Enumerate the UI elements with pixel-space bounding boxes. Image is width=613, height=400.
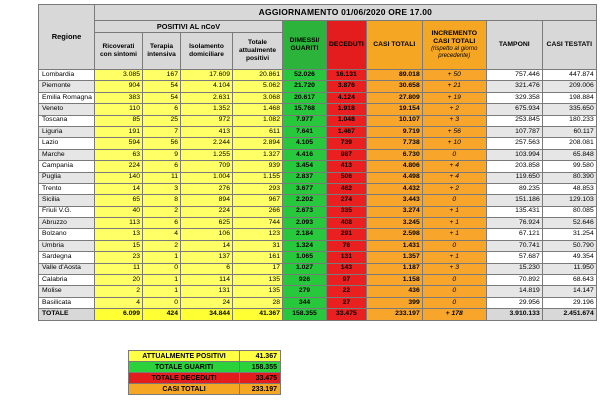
cell-tamponi: 321.476: [486, 81, 542, 92]
cell-incremento: + 1: [422, 206, 486, 217]
cell-testati: 50.790: [542, 240, 596, 251]
header-incremento-label: INCREMENTO CASI TOTALI: [431, 30, 478, 46]
cell-isolamento: 972: [181, 115, 233, 126]
summary-label: TOTALE GUARITI: [129, 362, 240, 373]
header-casi-totali: CASI TOTALI: [366, 21, 422, 70]
cell-totale: 967: [233, 195, 283, 206]
cell-deceduti: 143: [327, 263, 367, 274]
cell-isolamento: 1.352: [181, 104, 233, 115]
header-ricoverati: Ricoverati con sintomi: [95, 33, 143, 70]
cell-tamponi: 757.446: [486, 70, 542, 81]
cell-isolamento: 24: [181, 297, 233, 308]
cell-deceduti: 274: [327, 195, 367, 206]
cell-tamponi: 29.956: [486, 297, 542, 308]
cell-regione: Veneto: [39, 104, 95, 115]
table-row: [39, 229, 597, 240]
header-incremento-note: (rispetto al giorno precedente): [431, 45, 478, 59]
cell-ricoverati: 191: [95, 126, 143, 137]
cell-regione: Piemonte: [39, 81, 95, 92]
total-ricoverati: 6.099: [95, 309, 143, 321]
cell-testati: 68.643: [542, 275, 596, 286]
cell-dimessi: 4.416: [283, 149, 327, 160]
cell-regione: Lazio: [39, 138, 95, 149]
cell-deceduti: 1.918: [327, 104, 367, 115]
cell-terapia: 6: [143, 161, 181, 172]
cell-testati: 31.254: [542, 229, 596, 240]
header-terapia: Terapia intensiva: [143, 33, 181, 70]
cell-ricoverati: 140: [95, 172, 143, 183]
cell-testati: 208.081: [542, 138, 596, 149]
cell-deceduti: 22: [327, 286, 367, 297]
cell-casi: 6.730: [366, 149, 422, 160]
cell-incremento: + 56: [422, 126, 486, 137]
cell-isolamento: 413: [181, 126, 233, 137]
cell-isolamento: 6: [181, 263, 233, 274]
cell-dimessi: 1.324: [283, 240, 327, 251]
cell-dimessi: 2.837: [283, 172, 327, 183]
header-dimessi: DIMESSI/ GUARITI: [283, 21, 327, 70]
cell-deceduti: 413: [327, 161, 367, 172]
cell-casi: 10.107: [366, 115, 422, 126]
cell-isolamento: 4.104: [181, 81, 233, 92]
header-isolamento: Isolamento domiciliare: [181, 33, 233, 70]
cell-regione: Toscana: [39, 115, 95, 126]
cell-terapia: 54: [143, 81, 181, 92]
table-row: [39, 286, 597, 297]
table-row: [39, 161, 597, 172]
cell-terapia: 167: [143, 70, 181, 81]
cell-dimessi: 926: [283, 275, 327, 286]
cell-ricoverati: 383: [95, 92, 143, 103]
cell-tamponi: 57.687: [486, 252, 542, 263]
cell-regione: Puglia: [39, 172, 95, 183]
cell-isolamento: 114: [181, 275, 233, 286]
covid-report: [38, 4, 604, 393]
cell-totale: 5.062: [233, 81, 283, 92]
cell-regione: Trento: [39, 183, 95, 194]
total-incremento: + 178: [422, 309, 486, 321]
cell-totale: 2.894: [233, 138, 283, 149]
cell-deceduti: 76: [327, 240, 367, 251]
cell-casi: 4.432: [366, 183, 422, 194]
cell-testati: 198.884: [542, 92, 596, 103]
cell-regione: Marche: [39, 149, 95, 160]
table-row: [39, 195, 597, 206]
summary-value: 233.197: [240, 384, 281, 395]
cell-casi: 4.498: [366, 172, 422, 183]
table-row: [39, 126, 597, 137]
cell-incremento: + 1: [422, 229, 486, 240]
cell-deceduti: 16.131: [327, 70, 367, 81]
cell-regione: Sardegna: [39, 252, 95, 263]
cell-regione: Sicilia: [39, 195, 95, 206]
cell-incremento: + 21: [422, 81, 486, 92]
total-regione: TOTALE: [39, 309, 95, 321]
cell-tamponi: 135.431: [486, 206, 542, 217]
cell-isolamento: 106: [181, 229, 233, 240]
cell-isolamento: 625: [181, 218, 233, 229]
cell-totale: 939: [233, 161, 283, 172]
cell-ricoverati: 224: [95, 161, 143, 172]
cell-dimessi: 7.977: [283, 115, 327, 126]
cell-isolamento: 224: [181, 206, 233, 217]
cell-totale: 135: [233, 275, 283, 286]
cell-incremento: + 19: [422, 92, 486, 103]
cell-incremento: + 1: [422, 218, 486, 229]
cell-ricoverati: 65: [95, 195, 143, 206]
cell-tamponi: 675.934: [486, 104, 542, 115]
table-row: [39, 104, 597, 115]
cell-dimessi: 20.617: [283, 92, 327, 103]
total-testati: 2.451.674: [542, 309, 596, 321]
table-row: [39, 138, 597, 149]
total-dimessi: 158.355: [283, 309, 327, 321]
total-deceduti: 33.475: [327, 309, 367, 321]
cell-isolamento: 17.609: [181, 70, 233, 81]
cell-incremento: 0: [422, 240, 486, 251]
cell-isolamento: 2.244: [181, 138, 233, 149]
cell-totale: 20.861: [233, 70, 283, 81]
cell-casi: 19.154: [366, 104, 422, 115]
cell-tamponi: 151.186: [486, 195, 542, 206]
cell-totale: 3.068: [233, 92, 283, 103]
cell-testati: 99.580: [542, 161, 596, 172]
cell-ricoverati: 904: [95, 81, 143, 92]
cell-ricoverati: 14: [95, 183, 143, 194]
cell-testati: 60.117: [542, 126, 596, 137]
cell-dimessi: 1.027: [283, 263, 327, 274]
cell-casi: 3.245: [366, 218, 422, 229]
cell-casi: 1.431: [366, 240, 422, 251]
header-deceduti: DECEDUTI: [327, 21, 367, 70]
cell-casi: 89.018: [366, 70, 422, 81]
cell-tamponi: 67.121: [486, 229, 542, 240]
cell-isolamento: 894: [181, 195, 233, 206]
cell-deceduti: 131: [327, 252, 367, 263]
header-tamponi: TAMPONI: [486, 21, 542, 70]
cell-deceduti: 462: [327, 183, 367, 194]
cell-ricoverati: 594: [95, 138, 143, 149]
cell-ricoverati: 4: [95, 297, 143, 308]
table-row: [39, 206, 597, 217]
table-row: [39, 172, 597, 183]
cell-casi: 1.187: [366, 263, 422, 274]
cell-casi: 30.658: [366, 81, 422, 92]
cell-dimessi: 2.202: [283, 195, 327, 206]
cell-totale: 293: [233, 183, 283, 194]
cell-dimessi: 2.184: [283, 229, 327, 240]
cell-testati: 180.233: [542, 115, 596, 126]
cell-testati: 14.147: [542, 286, 596, 297]
cell-terapia: 1: [143, 286, 181, 297]
cell-deceduti: 97: [327, 275, 367, 286]
table-row: [39, 297, 597, 308]
cell-dimessi: 3.677: [283, 183, 327, 194]
total-tamponi: 3.910.133: [486, 309, 542, 321]
cell-totale: 123: [233, 229, 283, 240]
cell-totale: 28: [233, 297, 283, 308]
cell-regione: Calabria: [39, 275, 95, 286]
table-row: [39, 240, 597, 251]
cell-deceduti: 27: [327, 297, 367, 308]
cell-terapia: 9: [143, 149, 181, 160]
header-incremento: [422, 21, 486, 70]
cell-terapia: 6: [143, 104, 181, 115]
cell-incremento: 0: [422, 275, 486, 286]
cell-deceduti: 1.048: [327, 115, 367, 126]
cell-deceduti: 291: [327, 229, 367, 240]
cell-regione: Emilia Romagna: [39, 92, 95, 103]
table-row: [39, 275, 597, 286]
cell-tamponi: 257.563: [486, 138, 542, 149]
cell-ricoverati: 13: [95, 229, 143, 240]
cell-totale: 161: [233, 252, 283, 263]
cell-testati: 29.196: [542, 297, 596, 308]
header-casi-testati: CASI TESTATI: [542, 21, 596, 70]
cell-totale: 744: [233, 218, 283, 229]
cell-regione: Abruzzo: [39, 218, 95, 229]
cell-incremento: + 1: [422, 252, 486, 263]
table-row: [39, 183, 597, 194]
summary-label: TOTALE DECEDUTI: [129, 373, 240, 384]
cell-dimessi: 1.065: [283, 252, 327, 263]
cell-ricoverati: 11: [95, 263, 143, 274]
cell-incremento: + 2: [422, 183, 486, 194]
cell-isolamento: 2.631: [181, 92, 233, 103]
cell-incremento: 0: [422, 195, 486, 206]
cell-incremento: 0: [422, 149, 486, 160]
cell-ricoverati: 23: [95, 252, 143, 263]
cell-tamponi: 253.845: [486, 115, 542, 126]
cell-tamponi: 119.650: [486, 172, 542, 183]
cell-incremento: + 2: [422, 104, 486, 115]
cell-isolamento: 131: [181, 286, 233, 297]
cell-tamponi: 329.358: [486, 92, 542, 103]
cell-incremento: + 10: [422, 138, 486, 149]
summary-table: [128, 350, 281, 395]
table-row: [39, 92, 597, 103]
cell-totale: 1.155: [233, 172, 283, 183]
cell-casi: 399: [366, 297, 422, 308]
cell-terapia: 11: [143, 172, 181, 183]
table-row: [39, 81, 597, 92]
summary-value: 33.475: [240, 373, 281, 384]
cell-dimessi: 2.673: [283, 206, 327, 217]
header-positivi-group: POSITIVI AL nCoV: [95, 21, 283, 33]
cell-incremento: 0: [422, 286, 486, 297]
cell-regione: Bolzano: [39, 229, 95, 240]
cell-ricoverati: 2: [95, 286, 143, 297]
cell-terapia: 0: [143, 297, 181, 308]
cell-ricoverati: 15: [95, 240, 143, 251]
summary-row: [129, 351, 281, 362]
cell-casi: 2.598: [366, 229, 422, 240]
cell-ricoverati: 110: [95, 104, 143, 115]
cell-casi: 3.443: [366, 195, 422, 206]
table-row: [39, 149, 597, 160]
cell-tamponi: 76.924: [486, 218, 542, 229]
header-totale-positivi: Totale attualmente positivi: [233, 33, 283, 70]
cell-regione: Lombardia: [39, 70, 95, 81]
regional-data-table: [38, 4, 597, 321]
cell-terapia: 6: [143, 218, 181, 229]
cell-terapia: 2: [143, 240, 181, 251]
cell-totale: 1.082: [233, 115, 283, 126]
summary-value: 41.367: [240, 351, 281, 362]
cell-terapia: 1: [143, 252, 181, 263]
cell-casi: 7.738: [366, 138, 422, 149]
cell-dimessi: 3.454: [283, 161, 327, 172]
cell-terapia: 25: [143, 115, 181, 126]
cell-testati: 335.650: [542, 104, 596, 115]
summary-row: [129, 362, 281, 373]
cell-regione: Campania: [39, 161, 95, 172]
cell-totale: 17: [233, 263, 283, 274]
cell-tamponi: 70.892: [486, 275, 542, 286]
cell-ricoverati: 113: [95, 218, 143, 229]
total-row: [39, 309, 597, 321]
cell-terapia: 0: [143, 263, 181, 274]
cell-terapia: 7: [143, 126, 181, 137]
cell-terapia: 2: [143, 206, 181, 217]
cell-deceduti: 739: [327, 138, 367, 149]
cell-tamponi: 89.235: [486, 183, 542, 194]
cell-terapia: 1: [143, 275, 181, 286]
cell-regione: Friuli V.G.: [39, 206, 95, 217]
total-isolamento: 34.844: [181, 309, 233, 321]
cell-casi: 3.274: [366, 206, 422, 217]
cell-totale: 266: [233, 206, 283, 217]
cell-terapia: 4: [143, 229, 181, 240]
cell-testati: 80.085: [542, 206, 596, 217]
cell-testati: 52.646: [542, 218, 596, 229]
cell-ricoverati: 40: [95, 206, 143, 217]
cell-ricoverati: 3.085: [95, 70, 143, 81]
cell-testati: 11.950: [542, 263, 596, 274]
cell-ricoverati: 20: [95, 275, 143, 286]
cell-tamponi: 14.819: [486, 286, 542, 297]
cell-incremento: + 3: [422, 263, 486, 274]
cell-dimessi: 344: [283, 297, 327, 308]
table-row: [39, 252, 597, 263]
cell-deceduti: 1.467: [327, 126, 367, 137]
cell-isolamento: 1.255: [181, 149, 233, 160]
cell-testati: 48.853: [542, 183, 596, 194]
cell-regione: Molise: [39, 286, 95, 297]
total-terapia: 424: [143, 309, 181, 321]
cell-regione: Basilicata: [39, 297, 95, 308]
table-row: [39, 70, 597, 81]
cell-deceduti: 4.124: [327, 92, 367, 103]
cell-dimessi: 279: [283, 286, 327, 297]
cell-dimessi: 15.768: [283, 104, 327, 115]
summary-value: 158.355: [240, 362, 281, 373]
cell-incremento: + 50: [422, 70, 486, 81]
table-row: [39, 115, 597, 126]
update-title: AGGIORNAMENTO 01/06/2020 ORE 17.00: [95, 5, 597, 21]
cell-regione: Valle d'Aosta: [39, 263, 95, 274]
cell-totale: 1.327: [233, 149, 283, 160]
cell-dimessi: 21.720: [283, 81, 327, 92]
cell-deceduti: 408: [327, 218, 367, 229]
cell-tamponi: 70.741: [486, 240, 542, 251]
cell-casi: 1.357: [366, 252, 422, 263]
cell-incremento: + 3: [422, 115, 486, 126]
cell-deceduti: 506: [327, 172, 367, 183]
cell-tamponi: 15.230: [486, 263, 542, 274]
cell-deceduti: 987: [327, 149, 367, 160]
cell-ricoverati: 85: [95, 115, 143, 126]
cell-regione: Umbria: [39, 240, 95, 251]
cell-terapia: 56: [143, 138, 181, 149]
summary-row: [129, 384, 281, 395]
cell-isolamento: 14: [181, 240, 233, 251]
cell-casi: 9.719: [366, 126, 422, 137]
cell-totale: 1.468: [233, 104, 283, 115]
cell-casi: 1.158: [366, 275, 422, 286]
cell-totale: 135: [233, 286, 283, 297]
cell-casi: 4.806: [366, 161, 422, 172]
cell-totale: 31: [233, 240, 283, 251]
cell-testati: 447.874: [542, 70, 596, 81]
summary-row: [129, 373, 281, 384]
total-totale: 41.367: [233, 309, 283, 321]
cell-testati: 65.848: [542, 149, 596, 160]
cell-dimessi: 7.641: [283, 126, 327, 137]
cell-terapia: 8: [143, 195, 181, 206]
cell-testati: 209.006: [542, 81, 596, 92]
cell-totale: 611: [233, 126, 283, 137]
cell-dimessi: 2.093: [283, 218, 327, 229]
cell-tamponi: 203.858: [486, 161, 542, 172]
cell-isolamento: 276: [181, 183, 233, 194]
table-row: [39, 218, 597, 229]
cell-incremento: 0: [422, 297, 486, 308]
summary-label: CASI TOTALI: [129, 384, 240, 395]
cell-deceduti: 335: [327, 206, 367, 217]
summary-label: ATTUALMENTE POSITIVI: [129, 351, 240, 362]
cell-isolamento: 709: [181, 161, 233, 172]
cell-dimessi: 4.105: [283, 138, 327, 149]
cell-dimessi: 52.026: [283, 70, 327, 81]
cell-testati: 80.390: [542, 172, 596, 183]
cell-deceduti: 3.876: [327, 81, 367, 92]
cell-casi: 27.809: [366, 92, 422, 103]
cell-terapia: 3: [143, 183, 181, 194]
cell-casi: 436: [366, 286, 422, 297]
cell-terapia: 54: [143, 92, 181, 103]
cell-ricoverati: 63: [95, 149, 143, 160]
table-row: [39, 263, 597, 274]
cell-testati: 49.354: [542, 252, 596, 263]
cell-testati: 129.103: [542, 195, 596, 206]
cell-incremento: + 4: [422, 172, 486, 183]
cell-tamponi: 103.994: [486, 149, 542, 160]
cell-regione: Liguria: [39, 126, 95, 137]
cell-isolamento: 137: [181, 252, 233, 263]
cell-incremento: + 4: [422, 161, 486, 172]
header-regione: Regione: [39, 5, 95, 70]
cell-isolamento: 1.004: [181, 172, 233, 183]
cell-tamponi: 107.787: [486, 126, 542, 137]
total-casi: 233.197: [366, 309, 422, 321]
